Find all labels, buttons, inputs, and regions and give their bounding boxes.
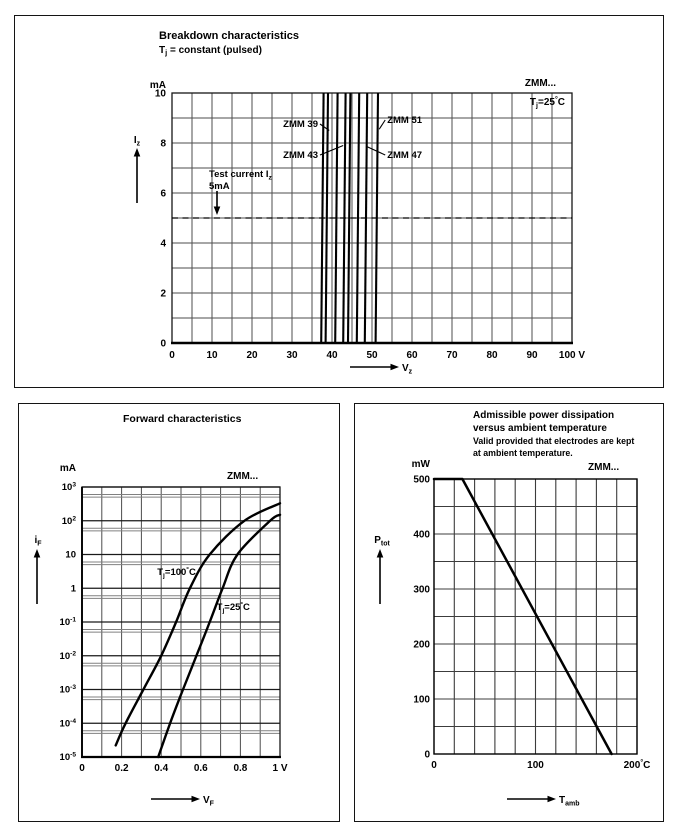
power-note-line2: at ambient temperature.	[473, 448, 573, 458]
x-tick-label: 50	[366, 350, 378, 361]
x-tick-label: 80	[486, 350, 498, 361]
right-arrow-icon	[548, 796, 557, 803]
test-current-note: Test current $I_z$	[209, 169, 272, 182]
test-current-value: 5mA	[209, 181, 230, 192]
y-tick-label: 200	[413, 639, 430, 651]
y-tick-label: $10^{-5}$	[59, 751, 76, 763]
x-tick-label: 90	[526, 350, 538, 361]
x-tick-label: 0	[79, 763, 85, 774]
x-tick-label: 30	[286, 350, 298, 361]
y-tick-label: 8	[160, 138, 166, 150]
x-tick-label: 0.8	[233, 763, 248, 774]
device-series-label: ZMM...	[588, 462, 620, 473]
down-arrow-icon	[214, 207, 221, 216]
power-note-line1: Valid provided that electrodes are kept	[473, 436, 635, 446]
x-tick-label: 10	[206, 350, 218, 361]
up-arrow-icon	[34, 549, 41, 558]
y-tick-label: $10^{-1}$	[59, 616, 76, 628]
y-tick-label: 6	[160, 188, 166, 200]
x-tick-label: 1 V	[272, 763, 288, 774]
x-tick-label: 200°C	[623, 759, 651, 771]
power-title-line2: versus ambient temperature	[473, 423, 607, 434]
x-tick-label: 0.2	[114, 763, 129, 774]
up-arrow-icon	[134, 148, 141, 157]
breakdown-title: Breakdown characteristics	[159, 30, 300, 42]
x-tick-label: 0	[169, 350, 175, 361]
x-tick-label: 100 V	[558, 350, 586, 361]
y-tick-label: 300	[413, 584, 430, 596]
curve-label: ZMM 43	[283, 150, 318, 161]
x-axis-label: $V_F$	[203, 795, 214, 808]
y-tick-label: 500	[413, 474, 430, 486]
y-unit-label: mW	[411, 459, 430, 470]
curve-label: ZMM 51	[387, 115, 423, 126]
y-tick-label: 1	[70, 583, 76, 595]
device-series-label: ZMM...	[227, 471, 259, 482]
right-arrow-icon	[391, 364, 400, 371]
curve-label: ZMM 39	[283, 119, 318, 130]
x-tick-label: 20	[246, 350, 258, 361]
device-series-label: ZMM...	[524, 78, 556, 89]
forward-curve	[158, 515, 280, 757]
y-unit-label: mA	[149, 80, 166, 91]
x-tick-label: 0.6	[193, 763, 208, 774]
forward-title: Forward characteristics	[123, 413, 242, 425]
temp-condition-label: $T_j=25^\circ C$	[529, 96, 565, 110]
y-tick-label: 0	[160, 338, 166, 350]
y-tick-label: 4	[160, 238, 166, 250]
y-axis-label: $P_{tot}$	[374, 535, 390, 548]
y-tick-label: $10^3$	[61, 481, 76, 493]
x-tick-label: 0.4	[154, 763, 169, 774]
right-arrow-icon	[192, 796, 201, 803]
y-tick-label: $10^2$	[61, 515, 76, 527]
curve-label: ZMM 47	[387, 150, 423, 161]
y-tick-label: 400	[413, 529, 430, 541]
y-tick-label: $10^{-4}$	[59, 717, 76, 730]
x-tick-label: 60	[406, 350, 418, 361]
up-arrow-icon	[377, 549, 384, 558]
series-label: $T_j=25^\circ C$	[216, 601, 250, 615]
y-unit-label: mA	[59, 463, 76, 474]
y-tick-label: $10^{-3}$	[59, 684, 76, 696]
y-axis-label: $I_z$	[133, 135, 141, 148]
x-tick-label: 0	[431, 760, 437, 771]
power-title-line1: Admissible power dissipation	[473, 410, 615, 421]
series-label: $T_j=100^\circ C$	[157, 566, 196, 580]
y-tick-label: 100	[413, 694, 430, 706]
x-axis-label: $T_{amb}$	[559, 795, 580, 808]
y-tick-label: 10	[154, 88, 166, 100]
forward-curve	[116, 503, 280, 745]
y-tick-label: 0	[424, 749, 430, 761]
y-axis-label: $i_F$	[34, 535, 42, 548]
y-tick-label: $10^{-2}$	[59, 650, 76, 662]
y-tick-label: 2	[160, 288, 166, 300]
breakdown-condition: $T_j$ = constant (pulsed)	[159, 45, 262, 57]
x-tick-label: 40	[326, 350, 338, 361]
x-axis-label: $V_z$	[402, 363, 413, 376]
x-tick-label: 100	[527, 760, 544, 771]
y-tick-label: 10	[65, 549, 76, 561]
x-tick-label: 70	[446, 350, 458, 361]
